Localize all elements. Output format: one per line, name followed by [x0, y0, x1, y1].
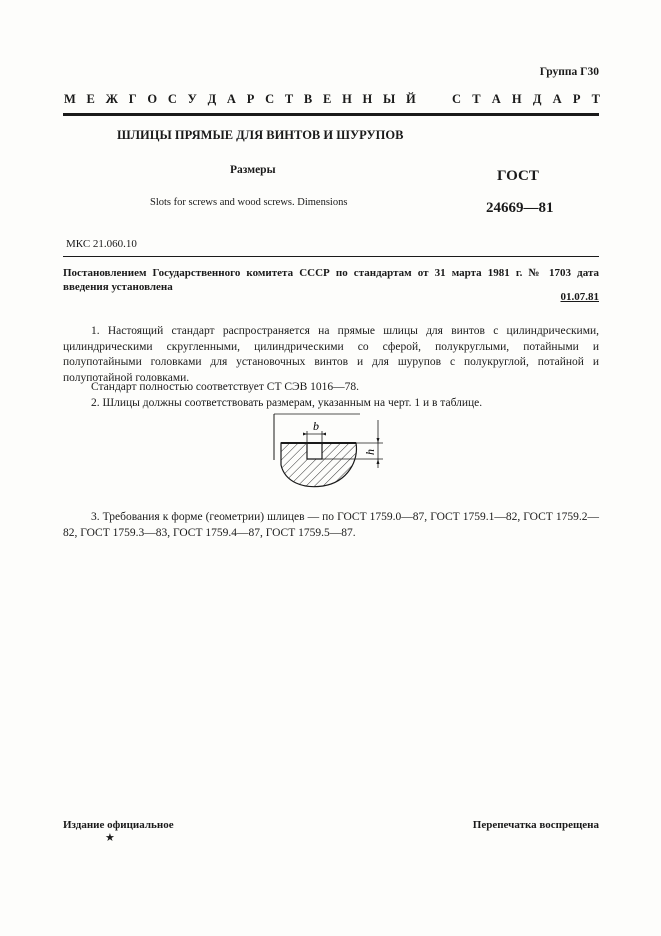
document-subtitle: Размеры — [230, 164, 276, 176]
heading-letter: А — [491, 92, 501, 106]
document-title: ШЛИЦЫ ПРЯМЫЕ ДЛЯ ВИНТОВ И ШУРУПОВ — [117, 128, 404, 142]
heading-letter: Н — [511, 92, 522, 106]
heading-letter: Е — [86, 92, 95, 106]
dimension-h-label: h — [363, 449, 377, 455]
heading-letter: Г — [128, 92, 137, 106]
heading-letter: Т — [591, 92, 600, 106]
group-code: Группа Г30 — [539, 66, 599, 78]
header-rule — [63, 113, 599, 116]
heading-letter: С — [167, 92, 177, 106]
mks-rule — [63, 256, 599, 257]
paragraph-1: 1. Настоящий стандарт распространяется на прямые шлицы для винтов с цилиндрическими, цилиндрическими скругленными, цилиндрическими со сферой, полукруглыми, потайными и полупотайными головками для установочных винтов и для шурупов с полукруглой, потайной и полупотайной головками. — [63, 325, 599, 384]
heading-letter: С — [452, 92, 462, 106]
heading-letter: Н — [362, 92, 373, 106]
heading-letter: Й — [406, 92, 416, 106]
star-mark: ★ — [105, 832, 115, 844]
paragraph-compliance: Стандарт полностью соответствует СТ СЭВ 1016—78. — [91, 381, 360, 393]
heading-letter: Е — [322, 92, 332, 106]
heading-letter: В — [303, 92, 313, 106]
gost-label: ГОСТ — [497, 168, 539, 184]
heading-letter: Д — [207, 92, 217, 106]
heading-letter: А — [552, 92, 562, 106]
heading-word-standard — [452, 92, 600, 107]
gost-number: 24669—81 — [486, 200, 554, 216]
heading-letter: М — [64, 92, 76, 106]
heading-letter: О — [147, 92, 158, 106]
mks-code: МКС 21.060.10 — [66, 238, 137, 250]
decree-text: Постановлением Государственного комитета СССР по стандартам от 31 марта 1981 г. № 1703 дата введения установлена — [63, 267, 599, 293]
heading-letter: Р — [572, 92, 581, 106]
heading-word-interstate — [64, 92, 416, 107]
heading-letter: Р — [246, 92, 255, 106]
official-edition-note: Издание официальное — [63, 819, 174, 831]
introduction-date: 01.07.81 — [560, 291, 599, 303]
slot-drawing — [263, 410, 393, 500]
heading-letter: Т — [472, 92, 481, 106]
heading-letter: С — [265, 92, 275, 106]
heading-letter: Ж — [105, 92, 118, 106]
heading-letter: А — [226, 92, 236, 106]
heading-letter: Д — [532, 92, 542, 106]
heading-letter: Т — [284, 92, 294, 106]
interstate-standard-heading — [64, 92, 600, 107]
heading-letter: Н — [342, 92, 352, 106]
paragraph-2: 2. Шлицы должны соответствовать размерам, указанным на черт. 1 и в таблице. — [91, 397, 483, 409]
heading-letter: У — [187, 92, 197, 106]
reprint-prohibited-note: Перепечатка воспрещена — [472, 819, 599, 831]
dimension-b-label: b — [313, 419, 319, 433]
paragraph-3: 3. Требования к форме (геометрии) шлицев — по ГОСТ 1759.0—87, ГОСТ 1759.1—82, ГОСТ 1759.2—82, ГОСТ 1759.3—83, ГОСТ 1759.4—87, ГОСТ 1759.5—87. — [63, 511, 599, 539]
english-title: Slots for screws and wood screws. Dimensions — [150, 197, 348, 208]
heading-letter: Ы — [383, 92, 396, 106]
